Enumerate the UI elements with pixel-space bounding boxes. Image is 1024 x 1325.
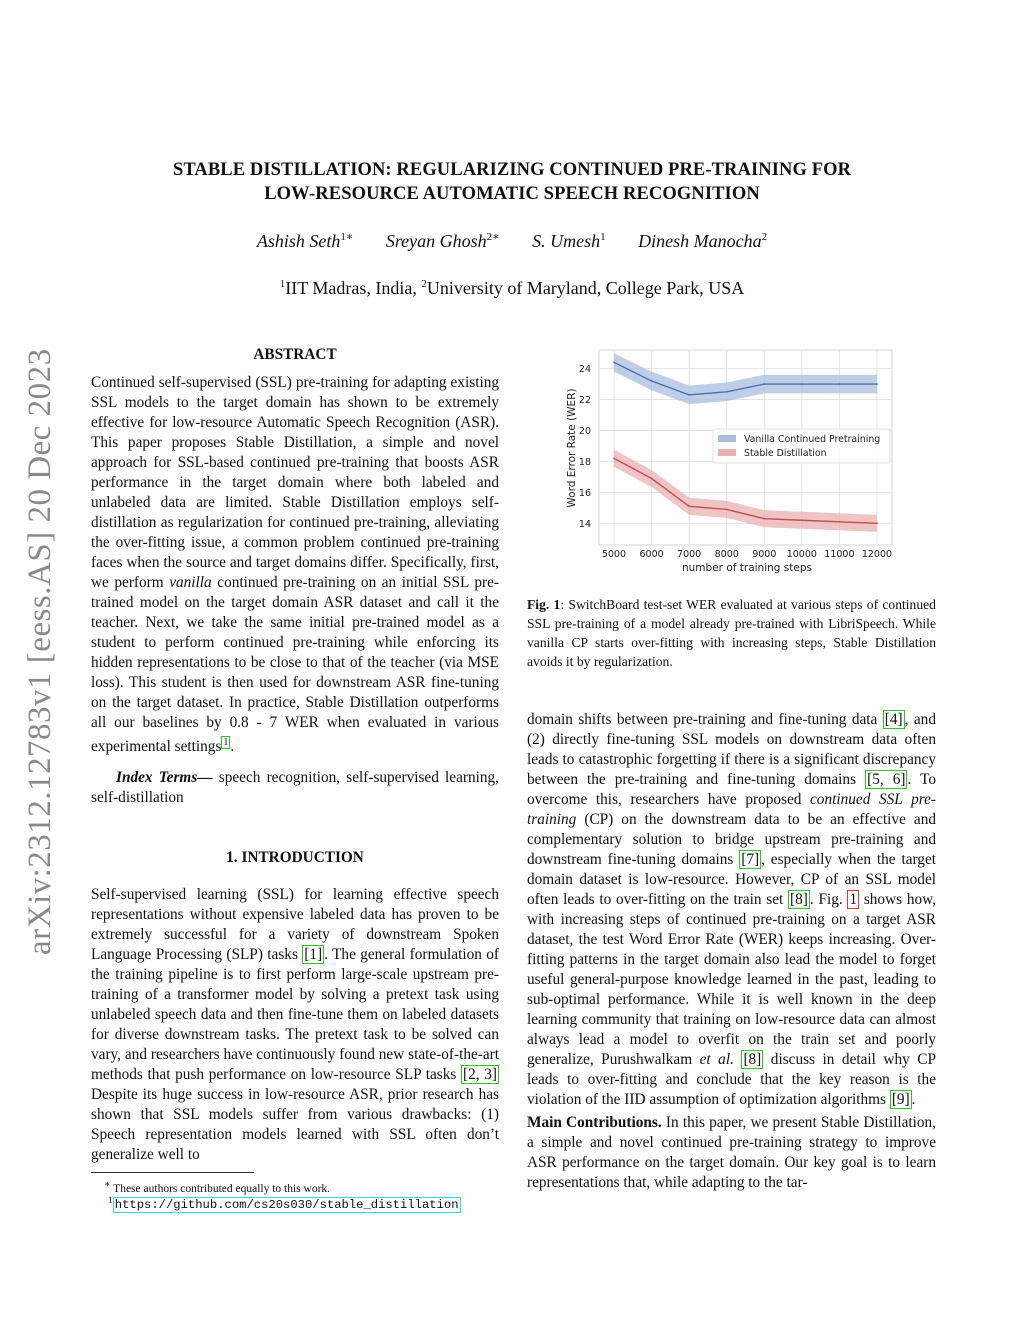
x-tick-label: 5000 <box>601 549 627 560</box>
author: Ashish Seth$^{1∗}$ <box>256 231 354 251</box>
citation-link[interactable]: [2, 3] <box>463 1066 497 1083</box>
legend-label-vanilla: Vanilla Continued Pretraining <box>744 434 881 445</box>
footnote-1: ∗ These authors contributed equally to this work. <box>104 1179 331 1195</box>
intro-paragraph: Self-supervised learning (SSL) for learning effective speech representations without expensive labeled data has proven to be extremely successful for a variety of downstream Spoken Language Processing (SLP) tasks [1] . The general formulation of the training pipeline is to first perform large-scale upstream pre-training of a transformer model by solving a pretext task using unlabeled speech data and then fine-tune them on labeled datasets for diverse downstream tasks. The pretext task to be solved can vary, and researchers have continuously found new state-of-the-art methods that push performance on low-resource SLP tasks [2, 3] Despite its huge success in low-resource ASR, prior research has shown that SSL models suffer from various drawbacks: (1) Speech representation models learned with SSL often don’t generalize well to <box>91 886 499 1163</box>
y-tick-label: 24 <box>578 364 591 376</box>
author: S. Umesh$^1$ <box>532 231 606 251</box>
data-point <box>688 505 690 507</box>
author-list <box>120 230 904 252</box>
citation-link[interactable]: [9] <box>891 1091 910 1108</box>
citation-link[interactable]: [5, 6] <box>867 771 906 788</box>
x-tick-label: 12000 <box>861 549 893 560</box>
author: Dinesh Manocha$^2$ <box>638 231 768 251</box>
y-tick-label: 22 <box>578 395 591 407</box>
wer-chart <box>555 340 900 580</box>
y-tick-label: 18 <box>578 456 591 468</box>
data-point <box>688 394 690 396</box>
x-tick-label: 11000 <box>824 549 855 560</box>
data-point <box>839 383 841 385</box>
intro-paragraph-continued: domain shifts between pre-training and fine-tuning data [4] , and (2) directly fine-tuning SSL models on downstream data often leads to catastrophic forgetting if there is a significant discrepancy between the pre-training and fine-tuning domains [5, 6] . To overcome this, researchers have proposed continued SSL pre-training (CP) on the downstream data to be an effective and complementary solution to bridge upstream pre-training and downstream fine-tuning domains [7] , especially when the target domain dataset is low-resource. However, CP of an SSL model often leads to over-fitting on the train set [8] . Fig. 1 shows how, with increasing steps of continued pre-training on a target ASR dataset, the test Word Error Rate (WER) keeps increasing. Over-fitting patterns in the target domain also lead the model to forget useful general-purpose knowledge learned in the past, leading to sub-optimal performance. While it is well known in the deep learning community that training on low-resource data can almost always lead a model to overfit on the train set and poorly generalize, Purushwalkam et al. [8] discuss in detail why CP leads to over-fitting and conclude that the key reason is the violation of the IID assumption of optimization algorithms [9] . <box>527 711 936 1108</box>
chart-legend <box>713 429 890 463</box>
y-tick-labels <box>579 364 591 530</box>
citation-link[interactable]: [8] <box>743 1051 762 1068</box>
data-point <box>651 478 653 480</box>
data-point <box>801 519 803 521</box>
x-tick-label: 8000 <box>714 549 739 560</box>
figure-caption: Fig. 1: SwitchBoard test-set WER evaluated at various steps of continued SSL pre-training of a model already pre-trained with LibriSpeech. While vanilla CP starts over-fitting with increasing steps, Stable Distillation avoids it by regularization. <box>527 597 936 669</box>
figure-link[interactable]: 1 <box>849 891 858 908</box>
legend-swatch-stable <box>718 449 736 456</box>
y-tick-label: 16 <box>578 487 591 499</box>
abstract-text: Continued self-supervised (SSL) pre-training for adapting existing SSL models to the target domain has shown to be extremely effective for low-resource Automatic Speech Recognition (ASR). This paper proposes Stable Distillation, a simple and novel approach for SSL-based continued pre-training that boosts ASR performance in the target domain where both labeled and unlabeled data are limited. Stable Distillation employs self-distillation as regularization for continued pre-training, alleviating the over-fitting issue, a common problem continued pre-training faces when the source and target domains differ. Specifically, first, we perform vanilla continued pre-training on an initial SSL pre-trained model on the target domain ASR dataset and call it the teacher. Next, we take the same initial pre-trained model as a student to perform continued pre-training while enforcing its hidden representations to be close to that of the teacher (via MSE loss). This student is then used for downstream ASR fine-tuning on the target dataset. In practice, Stable Distillation outperforms all our baselines by 0.8 - 7 WER when evaluated in various experimental settings $^1$ . <box>91 374 499 756</box>
x-axis-label: number of training steps <box>682 562 812 574</box>
main-contributions-paragraph: Main Contributions. In this paper, we present Stable Distillation, a simple and novel continued pre-training strategy to improve ASR performance on the target domain. Our key goal is to learn representations that, while adapting to the tar- <box>527 1114 936 1191</box>
y-axis-label: Word Error Rate (WER) <box>566 388 578 508</box>
data-point <box>801 383 803 385</box>
title-line-1: STABLE DISTILLATION: REGULARIZING CONTINUED PRE-TRAINING FOR <box>172 160 852 180</box>
data-point <box>651 380 653 382</box>
data-point <box>876 383 878 385</box>
affiliations: $^1$IIT Madras, India, $^2$University of Maryland, College Park, USA <box>279 278 745 298</box>
x-tick-label: 9000 <box>752 549 777 560</box>
citation-link[interactable]: [1] <box>304 946 323 963</box>
x-tick-label: 7000 <box>677 549 702 560</box>
abstract-heading: ABSTRACT <box>253 346 337 363</box>
legend-swatch-vanilla <box>718 435 736 442</box>
data-point <box>763 383 765 385</box>
x-tick-labels <box>602 549 892 560</box>
index-terms: Index Terms— speech recognition, self-supervised learning, self-distillation <box>91 769 500 807</box>
title-line-2: LOW-RESOURCE AUTOMATIC SPEECH RECOGNITION <box>264 184 760 204</box>
data-point <box>763 518 765 520</box>
y-tick-label: 14 <box>578 518 591 530</box>
data-point <box>613 361 615 363</box>
footnote-rule <box>91 1172 254 1173</box>
citation-link[interactable]: [8] <box>790 891 808 908</box>
abstract-section <box>91 345 499 808</box>
y-tick-label: 20 <box>578 425 591 437</box>
data-point <box>876 522 878 524</box>
footnote-ref[interactable]: 1 <box>223 737 229 748</box>
arxiv-stamp: arXiv:2312.12783v1 [eess.AS] 20 Dec 2023 <box>22 348 58 955</box>
citation-link[interactable]: [7] <box>741 851 760 868</box>
citation-link[interactable]: [4] <box>884 711 903 728</box>
data-point <box>839 521 841 523</box>
data-point <box>726 391 728 393</box>
data-point <box>613 457 615 459</box>
author: Sreyan Ghosh$^{2∗}$ <box>385 231 500 251</box>
intro-heading: 1. INTRODUCTION <box>226 849 364 866</box>
x-tick-label: 6000 <box>639 549 664 560</box>
x-tick-label: 10000 <box>786 549 817 560</box>
paper-title <box>120 158 904 206</box>
data-point <box>726 509 728 511</box>
github-link[interactable]: https://github.com/cs20s030/stable_distillation <box>114 1197 459 1212</box>
legend-label-stable: Stable Distillation <box>744 448 827 459</box>
introduction-section <box>91 848 499 1165</box>
footnote-2: $^1$ https://github.com/cs20s030/stable_distillation <box>108 1195 459 1212</box>
right-column-text <box>527 710 936 1193</box>
